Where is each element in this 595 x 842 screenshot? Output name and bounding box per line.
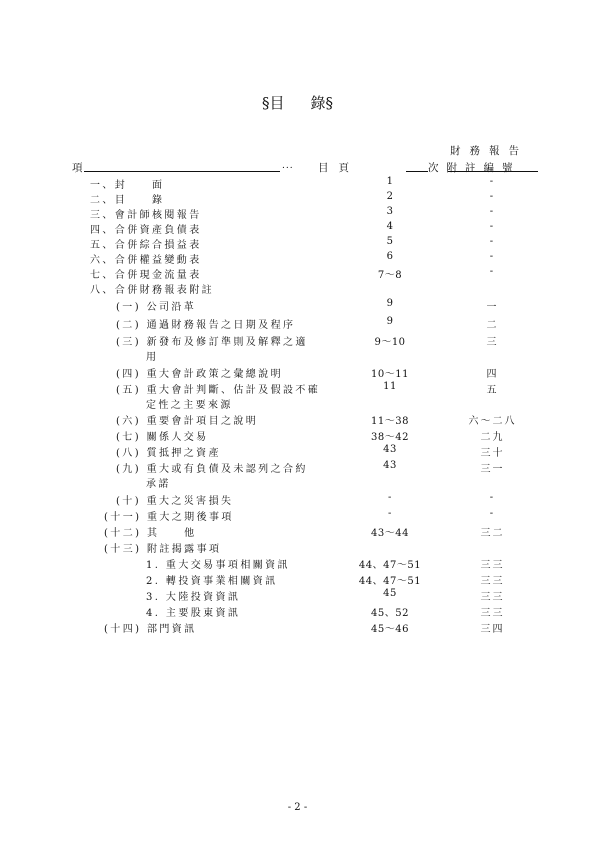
toc-label: (二) 通過財務報告之日期及程序: [116, 320, 296, 331]
toc-note: 二九: [480, 432, 505, 443]
toc-row: [0, 604, 595, 619]
toc-row-continuation: [0, 396, 595, 411]
toc-row: [0, 381, 595, 396]
toc-label: 三、會計師核閱報告: [90, 210, 202, 221]
toc-row: [0, 281, 595, 296]
toc-row: [0, 572, 595, 587]
toc-note: -: [489, 176, 496, 187]
toc-note: -: [489, 492, 496, 503]
header-note-number: 次附註編號: [428, 162, 521, 174]
toc-label: 一、封 面: [90, 180, 165, 191]
toc-note: -: [489, 206, 496, 217]
toc-label: (五) 重大會計判斷、估計及假設不確: [116, 385, 321, 396]
toc-page: 9: [386, 316, 394, 327]
toc-label: (十四) 部門資訊: [104, 624, 197, 635]
toc-label: (十三) 附註揭露事項: [104, 544, 222, 555]
toc-note: -: [489, 266, 496, 277]
toc-row-continuation: [0, 348, 595, 363]
toc-page: 45、52: [371, 608, 409, 619]
toc-label: (九) 重大或有負債及未認列之合約: [116, 464, 308, 475]
toc-label: 二、目 錄: [90, 195, 165, 206]
toc-note: -: [489, 221, 496, 232]
toc-note: 五: [486, 385, 499, 396]
toc-page: 11: [383, 381, 397, 392]
toc-note: 二: [486, 320, 499, 331]
toc-page: 43: [383, 460, 397, 471]
toc-note: -: [489, 191, 496, 202]
toc-note: 三: [486, 337, 499, 348]
header-underline-item: [84, 171, 280, 172]
page-title: [0, 92, 595, 113]
toc-note: -: [489, 236, 496, 247]
toc-note: 四: [486, 369, 499, 380]
toc-page: -: [388, 492, 392, 503]
toc-row: [0, 508, 595, 523]
header-item: 項: [72, 162, 83, 174]
toc-note: -: [489, 251, 496, 262]
toc-label-continuation: 承諾: [146, 479, 171, 490]
header-underline-note: [448, 171, 538, 172]
toc-row-continuation: [0, 475, 595, 490]
toc-row: [0, 206, 595, 221]
header-page: 目頁: [318, 162, 359, 174]
toc-label: (七) 關係人交易: [116, 432, 209, 443]
toc-note: 三一: [480, 464, 505, 475]
toc-row: [0, 412, 595, 427]
toc-row: [0, 460, 595, 475]
toc-row: [0, 556, 595, 571]
toc-label: (十二) 其 他: [104, 528, 197, 539]
toc-row: [0, 316, 595, 331]
toc-page: 9: [386, 298, 394, 309]
toc-row: [0, 540, 595, 555]
toc-row: [0, 221, 595, 236]
toc-row: [0, 176, 595, 191]
toc-row: [0, 492, 595, 507]
toc-label: (四) 重大會計政策之彙總說明: [116, 369, 283, 380]
toc-row: [0, 298, 595, 313]
title-part-1: §目: [261, 94, 285, 112]
toc-note: 三十: [480, 448, 505, 459]
toc-label: 4. 主要股東資訊: [146, 608, 241, 619]
toc-row: [0, 191, 595, 206]
toc-label: (十) 重大之災害損失: [116, 496, 234, 507]
toc-page: 7～8: [377, 270, 403, 281]
toc-label: (八) 質抵押之資產: [116, 448, 221, 459]
toc-label: (三) 新發布及修訂準則及解釋之適: [116, 337, 308, 348]
toc-row: [0, 236, 595, 251]
toc-row: [0, 588, 595, 603]
toc-label-continuation: 定性之主要來源: [146, 400, 233, 411]
title-part-2: 錄§: [310, 94, 334, 112]
toc-page: 5: [386, 236, 394, 247]
toc-note: 一: [486, 302, 499, 313]
toc-label: 3. 大陸投資資訊: [146, 592, 241, 603]
toc-page: 6: [386, 251, 394, 262]
toc-row: [0, 444, 595, 459]
header-financial-report: 財務報告: [450, 145, 528, 157]
toc-note: 六～二八: [468, 416, 517, 427]
toc-page: 45～46: [371, 624, 409, 635]
toc-page: 11～38: [371, 416, 409, 427]
toc-page: 44、47～51: [358, 576, 422, 587]
toc-row: [0, 333, 595, 348]
toc-label: 2. 轉投資事業相關資訊: [146, 576, 278, 587]
toc-row: [0, 620, 595, 635]
toc-page: 9～10: [374, 337, 406, 348]
toc-label: 1. 重大交易事項相關資訊: [146, 560, 290, 571]
toc-label-continuation: 用: [146, 352, 159, 363]
toc-page: -: [388, 508, 392, 519]
toc-note: 三二: [480, 528, 505, 539]
toc-note: 三三: [480, 608, 505, 619]
toc-page: 2: [386, 191, 394, 202]
toc-page: 43～44: [371, 528, 409, 539]
toc-page: 45: [383, 588, 397, 599]
toc-row: [0, 428, 595, 443]
toc-page: 44、47～51: [358, 560, 422, 571]
toc-label: 七、合併現金流量表: [90, 270, 202, 281]
toc-note: 三四: [480, 624, 505, 635]
toc-page: 10～11: [371, 369, 409, 380]
toc-row: [0, 251, 595, 266]
toc-note: 三三: [480, 592, 505, 603]
toc-label: (六) 重要會計項目之說明: [116, 416, 259, 427]
page-number: - 2 -: [287, 802, 308, 813]
toc-note: 三三: [480, 560, 505, 571]
toc-note: -: [489, 508, 496, 519]
toc-label: 五、合併綜合損益表: [90, 240, 202, 251]
toc-row: [0, 266, 595, 281]
toc-row: [0, 524, 595, 539]
toc-note: 三三: [480, 576, 505, 587]
header-underline-page: [406, 171, 428, 172]
toc-page: 43: [383, 444, 397, 455]
toc-page: 4: [386, 221, 394, 232]
toc-page: 3: [386, 206, 394, 217]
toc-label: 八、合併財務報表附註: [90, 285, 214, 296]
toc-row: [0, 365, 595, 380]
toc-label: (一) 公司沿革: [116, 302, 197, 313]
toc-label: 六、合併權益變動表: [90, 255, 202, 266]
toc-page: 1: [386, 176, 394, 187]
header-dots: ...: [282, 161, 294, 171]
toc-label: 四、合併資產負債表: [90, 225, 202, 236]
toc-label: (十一) 重大之期後事項: [104, 512, 234, 523]
toc-page: 38～42: [371, 432, 409, 443]
